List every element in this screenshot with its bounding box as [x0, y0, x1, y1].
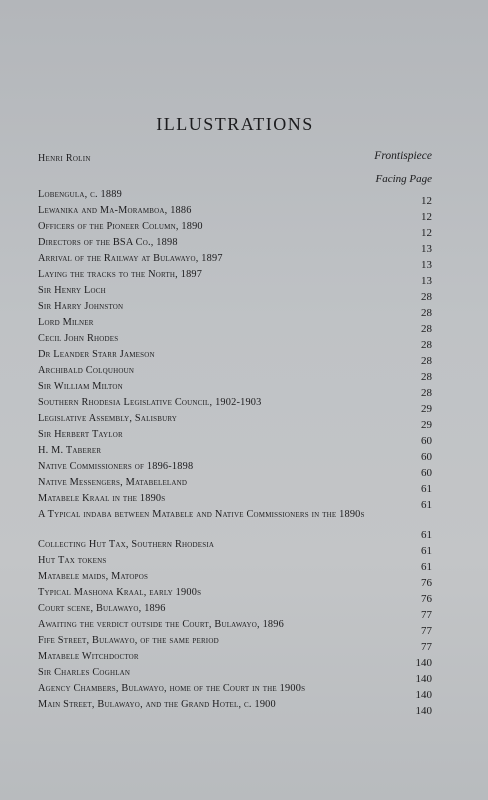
list-item [38, 635, 432, 651]
page-number: 77 [421, 641, 432, 653]
page-number: 77 [421, 625, 432, 637]
illustration-title: Archibald Colquhoun [38, 365, 135, 376]
illustration-title: Cecil John Rhodes [38, 333, 119, 344]
list-item [38, 317, 432, 333]
illustration-title: Sir Harry Johnston [38, 301, 124, 312]
list-item [38, 269, 432, 285]
page-number: 12 [421, 227, 432, 239]
list-item [38, 301, 432, 317]
list-item [38, 397, 432, 413]
page-number: 140 [415, 657, 432, 669]
page-number: 12 [421, 195, 432, 207]
list-item [38, 205, 432, 221]
page-number: 28 [421, 371, 432, 383]
illustration-title: Dr Leander Starr Jameson [38, 349, 155, 360]
illustration-title: Sir Charles Coghlan [38, 667, 131, 678]
page-number: 28 [421, 307, 432, 319]
list-item [38, 189, 432, 205]
facing-page-heading: Facing Page [375, 173, 432, 185]
list-item [38, 237, 432, 253]
page-number: 28 [421, 355, 432, 367]
page-number: 61 [421, 529, 432, 541]
list-item [38, 333, 432, 349]
illustration-title: Sir Herbert Taylor [38, 429, 123, 440]
illustration-title: Matabele Kraal in the 1890s [38, 493, 166, 504]
illustration-title: Native Messengers, Matabeleland [38, 477, 188, 488]
illustration-title: Matabele Witchdoctor [38, 651, 139, 662]
frontispiece-label: Frontispiece [374, 150, 432, 162]
illustration-title: Legislative Assembly, Salisbury [38, 413, 178, 424]
page-number: 60 [421, 435, 432, 447]
page-number: 13 [421, 259, 432, 271]
illustration-title: Matabele maids, Matopos [38, 571, 149, 582]
illustration-title: Southern Rhodesia Legislative Council, 1902-1903 [38, 397, 262, 408]
page-number: 60 [421, 467, 432, 479]
page-number: 77 [421, 609, 432, 621]
list-item [38, 381, 432, 397]
page-number: 61 [421, 545, 432, 557]
list-item [38, 509, 432, 539]
list-item [38, 555, 432, 571]
illustration-title: Main Street, Bulawayo, and the Grand Hotel, c. 1900 [38, 699, 276, 710]
illustration-title: Collecting Hut Tax, Southern Rhodesia [38, 539, 215, 550]
illustration-title: A Typical indaba between Matabele and Native Commissioners in the 1890s [38, 509, 365, 520]
illustration-title: Native Commissioners of 1896-1898 [38, 461, 194, 472]
page-number: 140 [415, 689, 432, 701]
list-item [38, 699, 432, 715]
page-number: 29 [421, 403, 432, 415]
list-item [38, 285, 432, 301]
illustration-title: Sir William Milton [38, 381, 123, 392]
page-title: ILLUSTRATIONS [156, 114, 314, 134]
illustration-title: Hut Tax tokens [38, 555, 107, 566]
list-item [38, 683, 432, 699]
illustration-title: Directors of the BSA Co., 1898 [38, 237, 178, 248]
list-item [38, 493, 432, 509]
list-item [38, 253, 432, 269]
illustration-title: Laying the tracks to the North, 1897 [38, 269, 203, 280]
illustration-title: H. M. Taberer [38, 445, 102, 456]
page-number: 140 [415, 705, 432, 717]
illustration-title: Agency Chambers, Bulawayo, home of the Court in the 1900s [38, 683, 306, 694]
illustration-title: Sir Henry Loch [38, 285, 106, 296]
page-number: 76 [421, 577, 432, 589]
illustration-title: Fife Street, Bulawayo, of the same period [38, 635, 219, 646]
page-number: 28 [421, 323, 432, 335]
illustration-title: Awaiting the verdict outside the Court, Bulawayo, 1896 [38, 619, 284, 630]
list-item [38, 349, 432, 365]
illustration-title: Lobengula, c. 1889 [38, 189, 122, 200]
page-number: 60 [421, 451, 432, 463]
page-number: 76 [421, 593, 432, 605]
page-number: 61 [421, 483, 432, 495]
illustration-title: Lord Milner [38, 317, 94, 328]
page-number: 28 [421, 291, 432, 303]
page-number: 61 [421, 499, 432, 511]
page-number: 12 [421, 211, 432, 223]
illustration-title: Officers of the Pioneer Column, 1890 [38, 221, 203, 232]
list-item [38, 477, 432, 493]
list-item [38, 221, 432, 237]
list-item [38, 429, 432, 445]
page-number: 29 [421, 419, 432, 431]
list-item [38, 667, 432, 683]
list-item [38, 413, 432, 429]
illustration-title: Arrival of the Railway at Bulawayo, 1897 [38, 253, 223, 264]
illustration-title: Lewanika and Ma-Moramboa, 1886 [38, 205, 192, 216]
page-number: 28 [421, 339, 432, 351]
list-item [38, 539, 432, 555]
list-item [38, 603, 432, 619]
page-number: 28 [421, 387, 432, 399]
list-item [38, 445, 432, 461]
page-number: 13 [421, 243, 432, 255]
page-number: 61 [421, 561, 432, 573]
illustrations-list [38, 189, 432, 715]
list-item [38, 619, 432, 635]
frontispiece-name: Henri Rolin [38, 153, 91, 164]
list-item [38, 461, 432, 477]
page-number: 13 [421, 275, 432, 287]
list-item [38, 365, 432, 381]
page-number: 140 [415, 673, 432, 685]
list-item [38, 571, 432, 587]
illustration-title: Typical Mashona Kraal, early 1900s [38, 587, 202, 598]
list-item [38, 651, 432, 667]
list-item [38, 587, 432, 603]
illustration-title: Court scene, Bulawayo, 1896 [38, 603, 166, 614]
